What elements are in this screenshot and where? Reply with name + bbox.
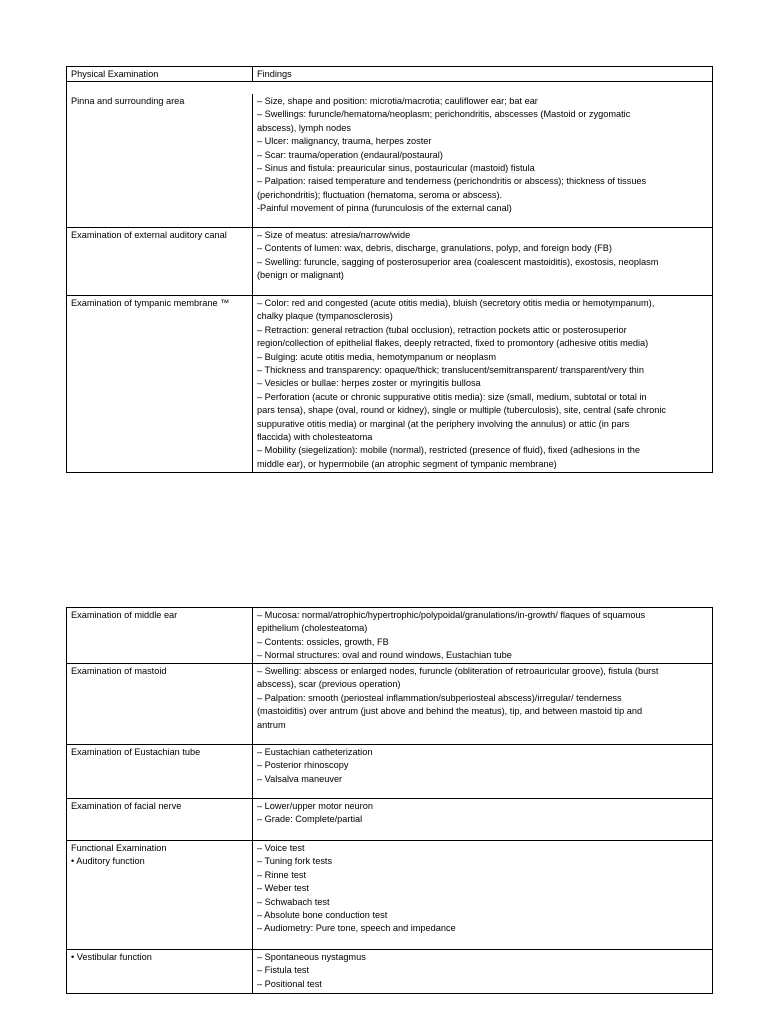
table-row (67, 840, 712, 949)
finding-line: suppurative otitis media) or marginal (at the periphery involving the annulus) or attic (in pars (257, 418, 630, 429)
exam-label-cell (67, 228, 253, 295)
exam-label-cell (67, 745, 253, 798)
exam-sublabel: • Auditory function (71, 856, 145, 867)
finding-line: – Swelling: abscess or enlarged nodes, furuncle (obliteration of retroauricular groove), fistula (burst (257, 666, 659, 676)
exam-table-1 (66, 66, 713, 473)
finding-line: – Posterior rhinoscopy (257, 760, 349, 771)
exam-label: Examination of mastoid (71, 666, 167, 676)
finding-line: abscess), scar (previous operation) (257, 679, 401, 690)
table-header-row (67, 67, 712, 81)
finding-line: – Positional test (257, 978, 322, 989)
finding-line: – Contents: ossicles, growth, FB (257, 636, 389, 647)
finding-line: antrum (257, 719, 286, 730)
table-row (67, 81, 712, 227)
findings-cell (253, 228, 712, 295)
finding-line: (benign or malignant) (257, 270, 344, 281)
findings-cell (253, 664, 712, 744)
exam-label: Examination of middle ear (71, 610, 178, 620)
finding-line: – Palpation: raised temperature and tenderness (perichondritis or abscess); thickness of tissues (257, 176, 647, 187)
finding-line: (mastoiditis) over antrum (just above and behind the meatus), tip, and between mastoid tip and (257, 706, 643, 717)
findings-cell (253, 799, 712, 840)
finding-line: – Contents of lumen: wax, debris, discharge, granulations, polyp, and foreign body (FB) (257, 243, 612, 254)
finding-line: – Size, shape and position: microtia/macrotia; cauliflower ear; bat ear (257, 96, 538, 106)
finding-line: – Scar: trauma/operation (endaural/postaural) (257, 149, 443, 160)
findings-cell (253, 608, 712, 663)
table-row (67, 295, 712, 472)
finding-line: – Spontaneous nystagmus (257, 952, 366, 962)
finding-line: – Fistula test (257, 965, 310, 976)
finding-line: – Voice test (257, 843, 305, 853)
finding-line: – Weber test (257, 883, 309, 894)
finding-line: – Mucosa: normal/atrophic/hypertrophic/polypoidal/granulations/in-growth/ flaques of squamous (257, 610, 646, 620)
exam-label-cell (67, 664, 253, 744)
finding-line: – Perforation (acute or chronic suppurative otitis media): size (small, medium, subtotal or total in (257, 391, 647, 402)
finding-line: -Painful movement of pinna (furunculosis of the external canal) (257, 203, 512, 214)
findings-cell (253, 745, 712, 798)
exam-label-cell (67, 94, 253, 227)
header-cell (67, 67, 253, 81)
finding-line: – Rinne test (257, 869, 307, 880)
exam-label: Examination of facial nerve (71, 801, 182, 811)
findings-cell (253, 296, 712, 472)
exam-label-cell (67, 950, 253, 993)
header-cell (253, 67, 712, 81)
finding-line: – Thickness and transparency: opaque/thick; translucent/semitransparent/ transparent/very thin (257, 365, 644, 376)
finding-line: – Eustachian catheterization (257, 747, 373, 757)
finding-line: – Normal structures: oval and round windows, Eustachian tube (257, 650, 512, 661)
finding-line: – Palpation: smooth (periosteal inflammation/subperiosteal abscess)/irregular/ tenderness (257, 692, 622, 703)
table-row (67, 227, 712, 295)
finding-line: – Swellings: furuncle/hematoma/neoplasm; perichondritis, abscesses (Mastoid or zygomatic (257, 109, 631, 120)
finding-line: – Absolute bone conduction test (257, 910, 388, 921)
header-label: Findings (257, 69, 292, 79)
finding-line: – Lower/upper motor neuron (257, 801, 373, 811)
finding-line: – Schwabach test (257, 896, 330, 907)
finding-line: abscess), lymph nodes (257, 122, 351, 133)
finding-line: – Size of meatus: atresia/narrow/wide (257, 230, 411, 240)
table-row (67, 949, 712, 993)
exam-label-cell (67, 841, 253, 949)
exam-label-cell (67, 608, 253, 663)
exam-label: Examination of external auditory canal (71, 230, 227, 240)
finding-line: pars tensa), shape (oval, round or kidney), single or multiple (tuberculosis), site, central (safe chronic (257, 405, 667, 416)
finding-line: – Valsalva maneuver (257, 773, 343, 784)
finding-line: – Color: red and congested (acute otitis media), bluish (secretory otitis media or hemotympanum), (257, 298, 655, 308)
table-row (67, 744, 712, 798)
exam-label-cell (67, 799, 253, 840)
finding-line: epithelium (cholesteatoma) (257, 623, 368, 634)
finding-line: middle ear), or hypermobile (an atrophic segment of tympanic membrane) (257, 458, 557, 469)
exam-label: Functional Examination (71, 843, 167, 853)
finding-line: flaccida) with cholesteatoma (257, 432, 373, 443)
finding-line: – Ulcer: malignancy, trauma, herpes zoster (257, 136, 432, 147)
table-row (67, 608, 712, 663)
finding-line: – Audiometry: Pure tone, speech and impedance (257, 923, 456, 934)
exam-label: Pinna and surrounding area (71, 96, 185, 106)
finding-line: – Grade: Complete/partial (257, 814, 363, 825)
findings-cell (253, 841, 712, 949)
finding-line: – Vesicles or bullae: herpes zoster or myringitis bullosa (257, 378, 481, 389)
finding-line: (perichondritis); fluctuation (hematoma, seroma or abscess). (257, 189, 503, 200)
exam-label-cell (67, 296, 253, 472)
finding-line: – Bulging: acute otitis media, hemotympanum or neoplasm (257, 351, 497, 362)
exam-label: Examination of Eustachian tube (71, 747, 201, 757)
header-label: Physical Examination (71, 69, 159, 79)
finding-line: – Mobility (siegelization): mobile (normal), restricted (presence of fluid), fixed (adhesions in the (257, 445, 640, 456)
finding-line: – Swelling: furuncle, sagging of posterosuperior area (coalescent mastoiditis), exostosis, neoplasm (257, 256, 659, 267)
exam-label: • Vestibular function (71, 952, 152, 962)
finding-line: chalky plaque (tympanosclerosis) (257, 311, 393, 322)
exam-label: Examination of tympanic membrane ™ (71, 298, 230, 308)
finding-line: region/collection of epithelial flakes, deeply retracted, fixed to promontory (adhesive otitis media) (257, 338, 649, 349)
table-row (67, 798, 712, 840)
finding-line: – Tuning fork tests (257, 856, 333, 867)
finding-line: – Sinus and fistula: preauricular sinus, postauricular (mastoid) fistula (257, 163, 535, 174)
table-row (67, 663, 712, 744)
findings-cell (253, 950, 712, 993)
findings-cell (253, 94, 712, 227)
finding-line: – Retraction: general retraction (tubal occlusion), retraction pockets attic or posterosuperior (257, 324, 627, 335)
exam-table-2 (66, 607, 713, 994)
